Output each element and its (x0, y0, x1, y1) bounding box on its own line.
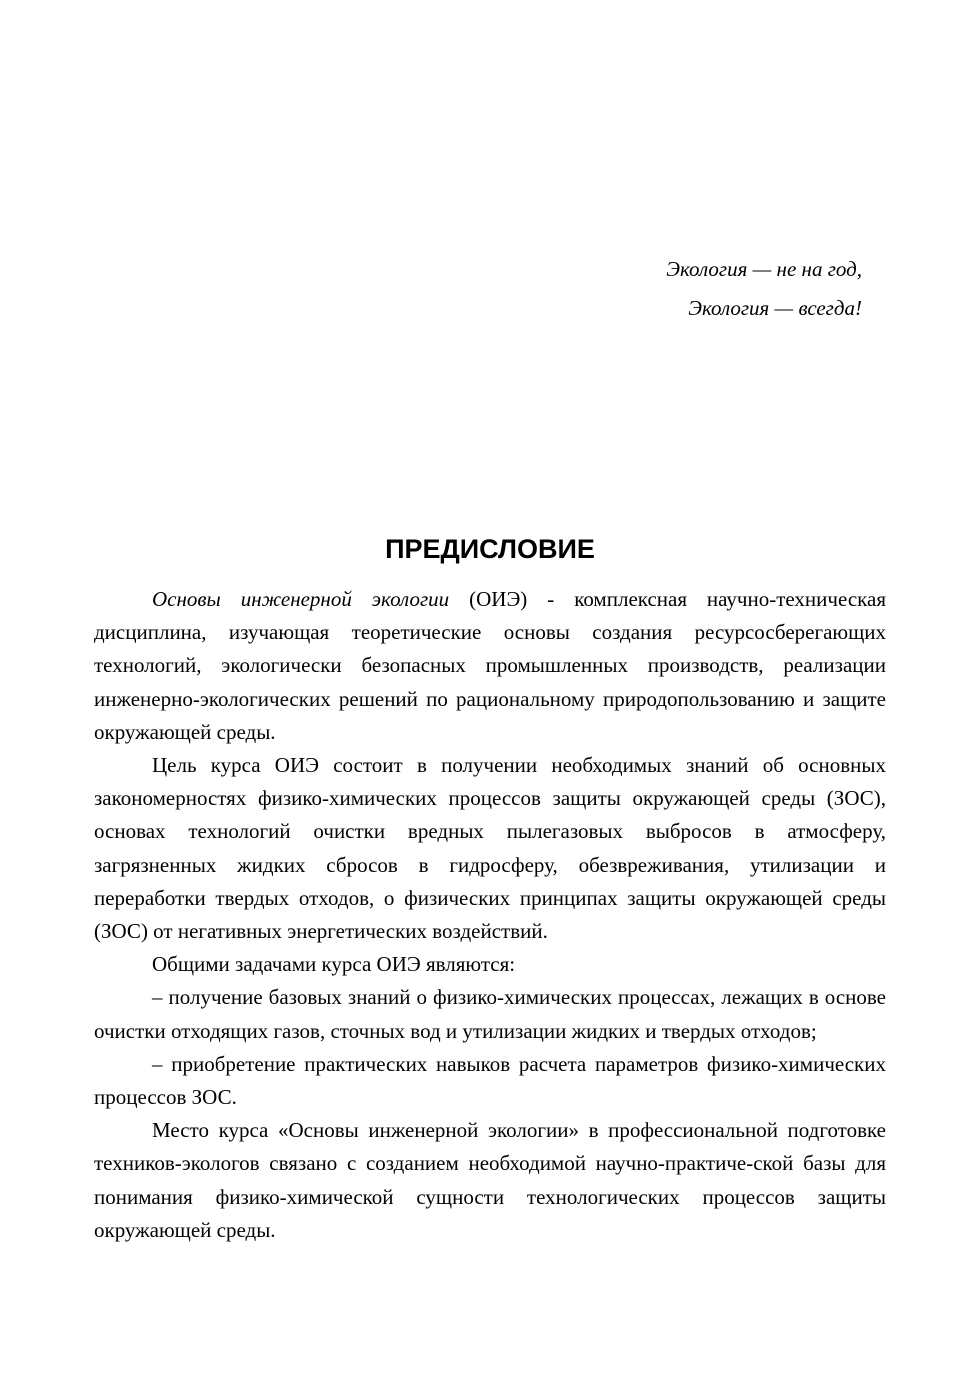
preface-body (94, 583, 886, 1247)
epigraph-line-1: Экология — не на год, (666, 257, 862, 281)
paragraph-tasks-intro: Общими задачами курса ОИЭ являются: (152, 952, 516, 977)
paragraph-intro-text: (ОИЭ) - комплексная научно-техническая дисциплина, изучающая теоретические основы создания ресурсосберегающих технологий, экологически безопасных промышленных производств, реализации инженерно-экологических решений по рациональному природопользованию и защите окружающей среды. (94, 587, 887, 744)
paragraph-goal: Цель курса ОИЭ состоит в получении необходимых знаний об основных закономерностях физико-химических процессов защиты окружающей среды (ЗОС), основах технологий очистки вредных пылегазовых выбросов в атмосферу, загрязненных жидких сбросов в гидросферу, обезвреживания, утилизации и переработки твердых отходов, о физических принципах защиты окружающей среды (ЗОС) от негативных энергетических воздействий. (94, 753, 886, 944)
epigraph-line-2: Экология — всегда! (688, 296, 862, 320)
course-term: Основы инженерной экологии (152, 587, 450, 611)
list-item-task-1: – получение базовых знаний о физико-химических процессах, лежащих в основе очистки отходящих газов, сточных вод и утилизации жидких и твердых отходов; (94, 985, 886, 1043)
paragraph-place: Место курса «Основы инженерной экологии» в профессиональной подготовке техников-экологов связано с созданием необходимой научно-практиче-ской базы для понимания физико-химической сущности технологических процессов защиты окружающей среды. (94, 1118, 886, 1242)
page-title: ПРЕДИСЛОВИЕ (385, 534, 595, 564)
paragraph-intro (94, 583, 886, 749)
list-item-task-2: – приобретение практических навыков расчета параметров физико-химических процессов ЗОС. (94, 1051, 886, 1110)
epigraph (666, 250, 862, 328)
